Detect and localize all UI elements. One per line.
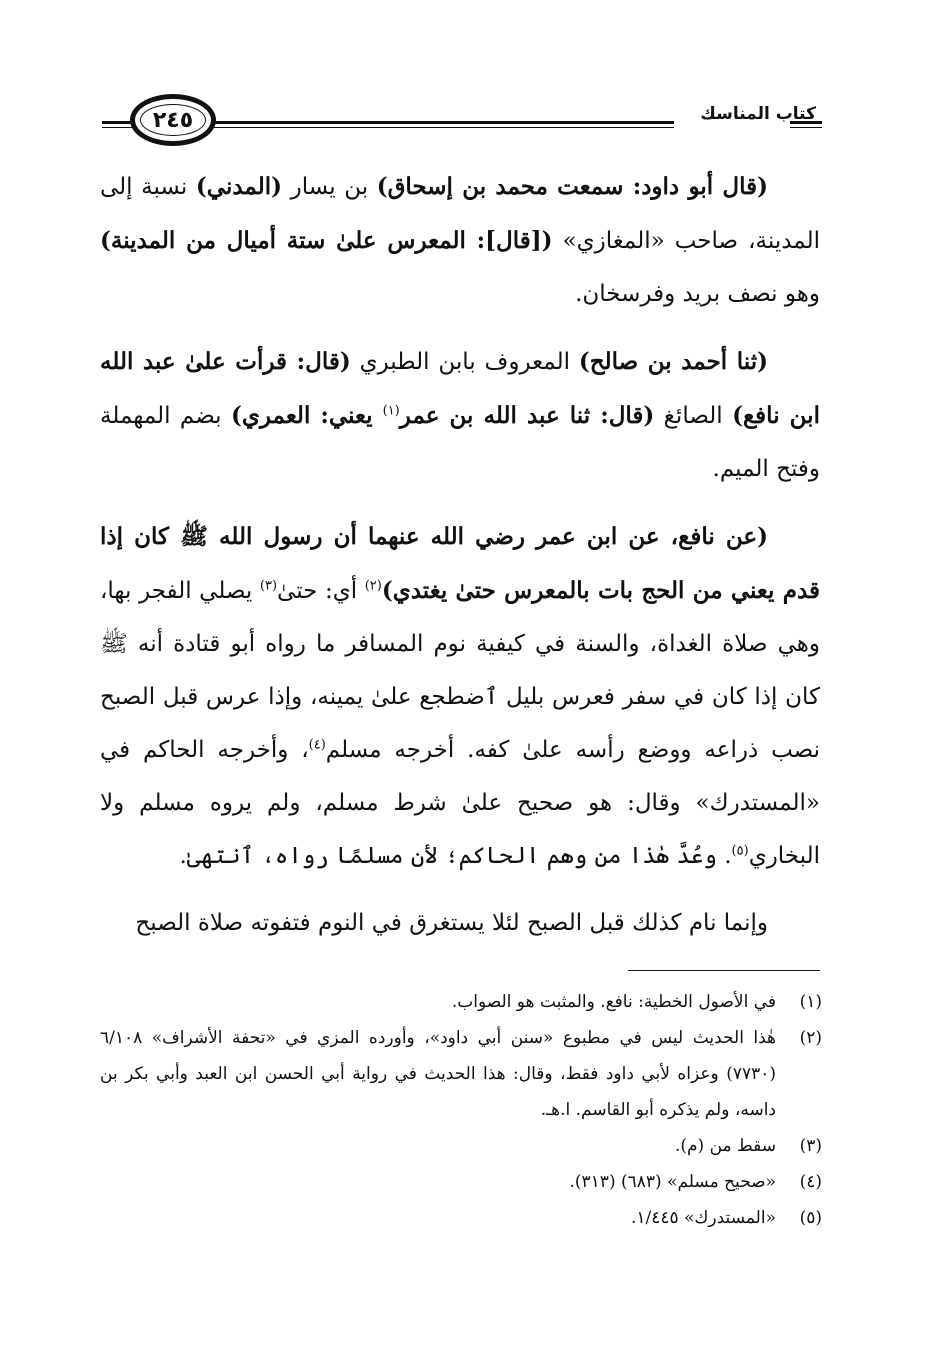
footnote xyxy=(100,1164,822,1200)
footnote-number: (١) xyxy=(799,992,822,1012)
commentary: المعروف بابن الطبري xyxy=(350,349,579,375)
matn-quote: ([قال]: المعرس علىٰ ستة أميال من المدينة) xyxy=(100,227,553,254)
matn-quote: (قال: ثنا عبد الله بن عمر xyxy=(399,402,655,429)
footnote-text: سقط من (م). xyxy=(674,1136,776,1156)
header-rule-middle xyxy=(212,121,674,124)
paragraph xyxy=(100,510,820,883)
matn-quote: يعني: العمري) xyxy=(230,402,383,429)
main-text xyxy=(100,160,820,964)
footnote-separator xyxy=(628,970,820,971)
commentary: الصائغ xyxy=(654,403,733,429)
commentary: بن يسار xyxy=(282,174,377,200)
header-rule-middle-thin xyxy=(212,127,674,128)
matn-quote: (قال: قرأت علىٰ عبد الله ابن نافع) xyxy=(100,348,820,429)
matn-quote: (قال أبو داود: سمعت محمد بن إسحاق) xyxy=(376,173,768,200)
footnote-number: (٣) xyxy=(799,1136,822,1156)
commentary: ، وأخرجه الحاكم في «المستدرك» وقال: هو صحيح علىٰ شرط مسلم، ولم يروه مسلم ولا البخاري xyxy=(100,737,820,869)
footnote xyxy=(100,1128,822,1164)
matn-quote: (عن نافع، عن ابن عمر رضي الله عنهما أن رسول الله ﷺ كان إذا قدم يعني من الحج بات بالمعرس حتىٰ يغتدي) xyxy=(100,523,821,604)
footnote-text: «صحيح مسلم» (٦٨٣) (٣١٣). xyxy=(569,1172,776,1192)
paragraph xyxy=(100,335,820,496)
matn-quote: (المدني) xyxy=(195,173,283,200)
paragraph xyxy=(100,160,820,321)
commentary: . وعُدَّ هٰذا من وهم الحاكم؛ لأن مسلمًا رواه، ٱنتهىٰ. xyxy=(179,843,732,869)
footnote-text: «المستدرك» ١/٤٤٥. xyxy=(630,1208,776,1228)
footnote-ref[interactable]: (١) xyxy=(382,403,400,419)
footnotes xyxy=(100,984,822,1236)
footnote xyxy=(100,1020,822,1128)
footnote-number: (٥) xyxy=(799,1208,822,1228)
commentary: أي: حتىٰ xyxy=(277,578,365,604)
page-number: ٢٤٥ xyxy=(152,107,194,133)
paragraph xyxy=(100,897,820,950)
commentary: وإنما نام كذلك قبل الصبح لئلا يستغرق في النوم فتفوته صلاة الصبح xyxy=(135,910,768,936)
footnote-ref[interactable]: (٣) xyxy=(259,578,278,594)
commentary: وهو نصف بريد وفرسخان. xyxy=(575,281,820,307)
commentary: بضم المهملة وفتح الميم. xyxy=(100,403,820,482)
footnote-ref[interactable]: (٢) xyxy=(364,578,382,594)
footnote-ref[interactable]: (٤) xyxy=(308,737,326,753)
matn-quote: (ثنا أحمد بن صالح) xyxy=(578,348,768,375)
running-title: كتاب المناسك xyxy=(700,104,816,124)
page-number-badge xyxy=(130,94,216,146)
footnote-text: هٰذا الحديث ليس في مطبوع «سنن أبي داود»، وأورده المزي في «تحفة الأشراف» ٦/١٠٨ (٧٧٣٠) وعزاه لأبي داود فقط، وقال: هذا الحديث في رواية أبي الحسن ابن العبد وأبي بكر بن داسه، ولم يذكره أبو القاسم. ا.هـ. xyxy=(100,1028,776,1120)
footnote-number: (٤) xyxy=(799,1172,822,1192)
footnote xyxy=(100,1200,822,1236)
header-rule-right-thin xyxy=(790,127,822,128)
commentary: يصلي الفجر بها، وهي صلاة الغداة، والسنة في كيفية نوم المسافر ما رواه أبو قتادة أنه ﷺ كان إذا كان في سفر فعرس بليل ٱضطجع علىٰ يمينه، وإذا عرس قبل الصبح نصب ذراعه ووضع رأسه علىٰ كفه. أخرجه مسلم xyxy=(100,578,820,763)
footnote-text: في الأصول الخطية: نافع. والمثبت هو الصواب. xyxy=(451,992,776,1012)
commentary: نسبة إلى المدينة، صاحب «المغازي» xyxy=(100,174,820,254)
footnote xyxy=(100,984,822,1020)
footnote-ref[interactable]: (٥) xyxy=(731,843,749,859)
footnote-number: (٢) xyxy=(799,1028,822,1048)
